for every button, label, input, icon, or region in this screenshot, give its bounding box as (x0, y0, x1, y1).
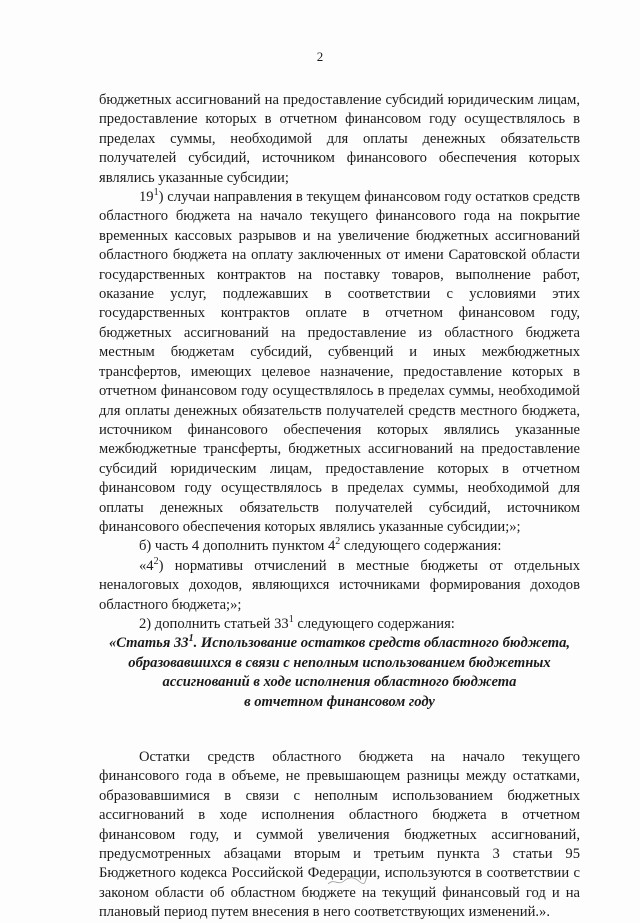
article-heading-superscript: 1 (188, 633, 194, 645)
page-number: 2 (316, 49, 324, 64)
paragraph-part-4-amendment (99, 537, 580, 556)
item-4-superscript: 2 (153, 555, 159, 567)
spacer (99, 712, 580, 730)
amendment-text: б) часть 4 дополнить пунктом 4 (139, 538, 336, 555)
article-heading-line-2: образовавшихся в связи с неполным использованием бюджетных (128, 654, 551, 671)
item-text: ) случаи направления в текущем финансовом году остатков средств областного бюджета на начало текущего финансового года на покрытие временных кассовых разрывов и на увеличение бюджетных ассигнований областного бюджета на оплату заключенных от имени Саратовской области государственных контрактов на поставку товаров, выполнение работ, оказание услуг, подлежавших в соответствии с условиями этих государственных контрактов оплате в отчетном финансовом году, бюджетных ассигнований на предоставление из областного бюджета местным бюджетам субсидий, субвенций и иных межбюджетных трансфертов, имеющих целевое назначение, предоставление которых в отчетном финансовом году осуществлялось в пределах суммы, необходимой для оплаты денежных обязательств получателей средств местного бюджета, источником финансового обеспечения которых являлись указанные межбюджетные трансферты, бюджетных ассигнований на предоставление субсидий юридическим лицам, предоставление которых в отчетном финансовом году осуществлялось в пределах суммы, необходимой для оплаты денежных обязательств получателей субсидий, источником финансового обеспечения которых являлись указанные субсидии;»; (99, 189, 580, 535)
article-heading-line-4: в отчетном финансовом году (244, 693, 435, 710)
amendment-superscript: 2 (335, 536, 341, 548)
paragraph-budget-subsidies: бюджетных ассигнований на предоставление субсидий юридическим лицам, предоставление которых в отчетном финансовом году осуществлялось в пределах суммы, необходимой для оплаты денежных обязательств получателей субсидий, источником финансового обеспечения которых являлись указанные субсидии; (99, 92, 580, 186)
amendment-tail: следующего содержания: (340, 538, 502, 555)
add-article-tail: следующего содержания: (293, 615, 455, 632)
document-body (99, 91, 580, 923)
spacer (99, 730, 580, 748)
article-heading-line-1 (99, 634, 580, 653)
item-4-open: «4 (139, 557, 154, 574)
paragraph-item-19-1 (99, 188, 580, 537)
item-4-text: ) нормативы отчислений в местные бюджеты от отдельных неналоговых доходов, являющихся источниками формирования доходов областного бюджета;»; (99, 557, 580, 613)
paragraph-item-4-2 (99, 557, 580, 615)
article-heading-title: . Использование остатков средств областного бюджета, (193, 635, 571, 652)
item-superscript: 1 (153, 187, 159, 199)
add-article-superscript: 1 (288, 614, 294, 626)
add-article-text: 2) дополнить статьей 33 (139, 615, 289, 632)
article-heading-line-3: ассигнований в ходе исполнения областного бюджета (162, 674, 517, 691)
handwritten-mark (326, 872, 368, 888)
paragraph-article-body: Остатки средств областного бюджета на начало текущего финансового года в объеме, не превышающем разницы между остатками, образовавшимися в связи с неполным использованием бюджетных ассигнований в ходе исполнения областного бюджета в отчетном финансовом году, и суммой увеличения бюджетных ассигнований, предусмотренных абзацами вторым и третьим пункта 3 статьи 95 Бюджетного кодекса Российской Федерации, используются в соответствии с законом области об областном бюджете на текущий финансовый год и на плановый период путем внесения в него соответствующих изменений.». (99, 749, 580, 921)
paragraph-add-article (99, 615, 580, 634)
article-heading (99, 634, 580, 712)
article-heading-prefix: «Статья 33 (108, 635, 189, 652)
item-number: 19 (139, 189, 154, 206)
